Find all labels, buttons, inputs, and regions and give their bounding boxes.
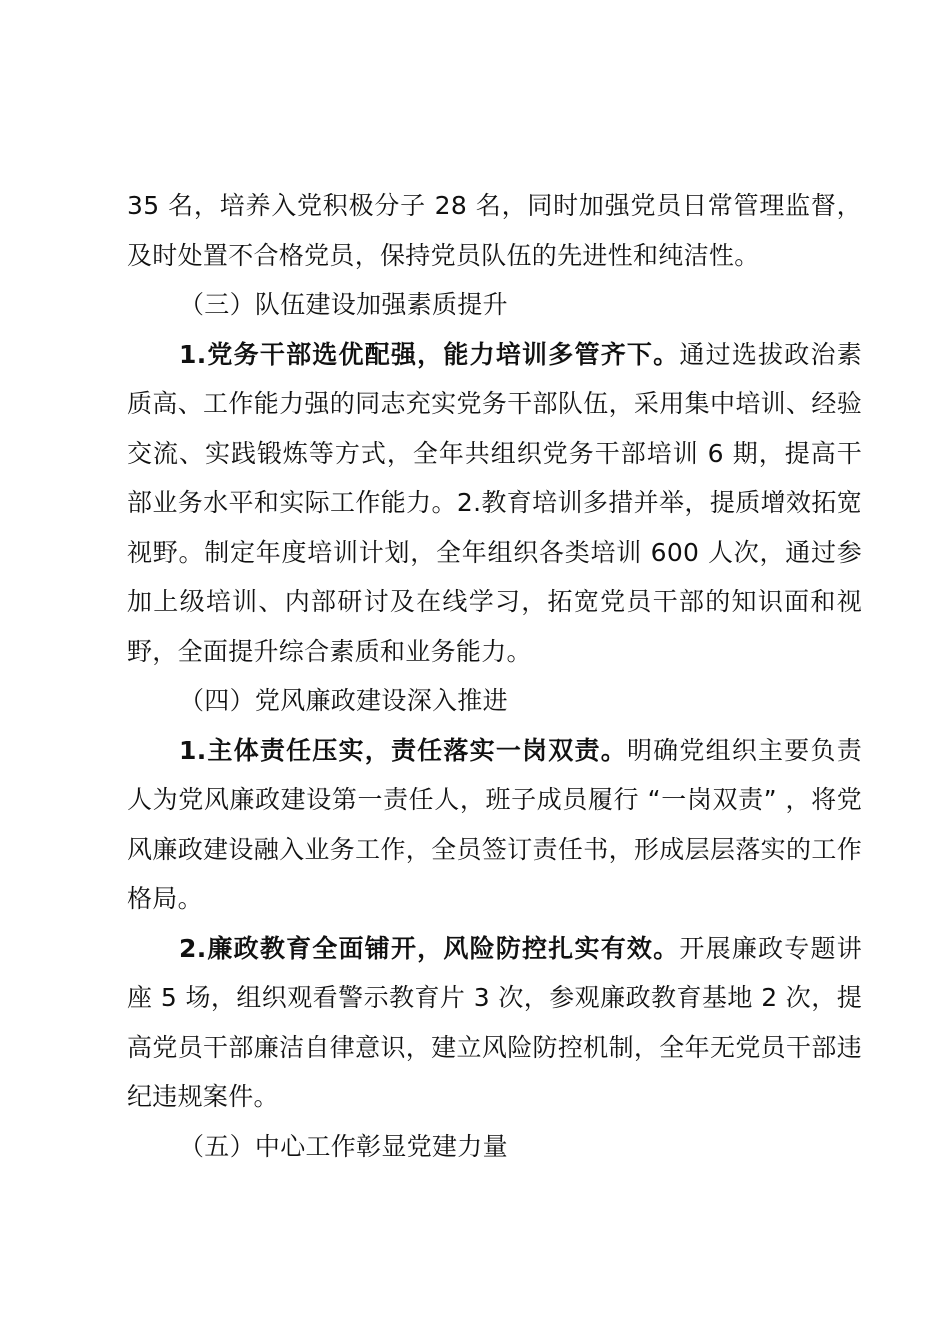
paragraph-lead: 1.主体责任压实，责任落实一岗双责。 [179, 735, 627, 765]
paragraph-continuation: 35 名，培养入党积极分子 28 名，同时加强党员日常管理监督，及时处置不合格党员，保持党员队伍的先进性和纯洁性。 [127, 191, 862, 270]
document-page [127, 181, 862, 1171]
paragraph-lead: 1.党务干部选优配强，能力培训多管齐下。 [179, 339, 680, 369]
paragraph-lead: 2.廉政教育全面铺开，风险防控扎实有效。 [179, 933, 680, 963]
section-heading-4: （四）党风廉政建设深入推进 [179, 686, 508, 715]
paragraph-body: 开展廉政专题讲座 5 场，组织观看警示教育片 3 次，参观廉政教育基地 2 次，提高党员干部廉洁自律意识，建立风险防控机制，全年无党员干部违纪违规案件。 [127, 933, 862, 1111]
paragraph-responsibility [127, 726, 862, 924]
paragraph-body: 通过选拔政治素质高、工作能力强的同志充实党务干部队伍，采用集中培训、经验交流、实践锻炼等方式，全年共组织党务干部培训 6 期，提高干部业务水平和实际工作能力。2.教育培训多措并举，提质增效拓宽视野。制定年度培训计划，全年组织各类培训 600 人次，通过参加上级培训、内部研讨及在线学习，拓宽党员干部的知识面和视野，全面提升综合素质和业务能力。 [127, 339, 862, 666]
section-heading-3: （三）队伍建设加强素质提升 [179, 290, 508, 319]
paragraph-integrity-education [127, 924, 862, 1122]
section-heading-5: （五）中心工作彰显党建力量 [179, 1131, 508, 1161]
paragraph-cadre-training [127, 330, 862, 677]
paragraph-body: 明确党组织主要负责人为党风廉政建设第一责任人，班子成员履行 “一岗双责” ，将党风廉政建设融入业务工作，全员签订责任书，形成层层落实的工作格局。 [127, 735, 862, 913]
